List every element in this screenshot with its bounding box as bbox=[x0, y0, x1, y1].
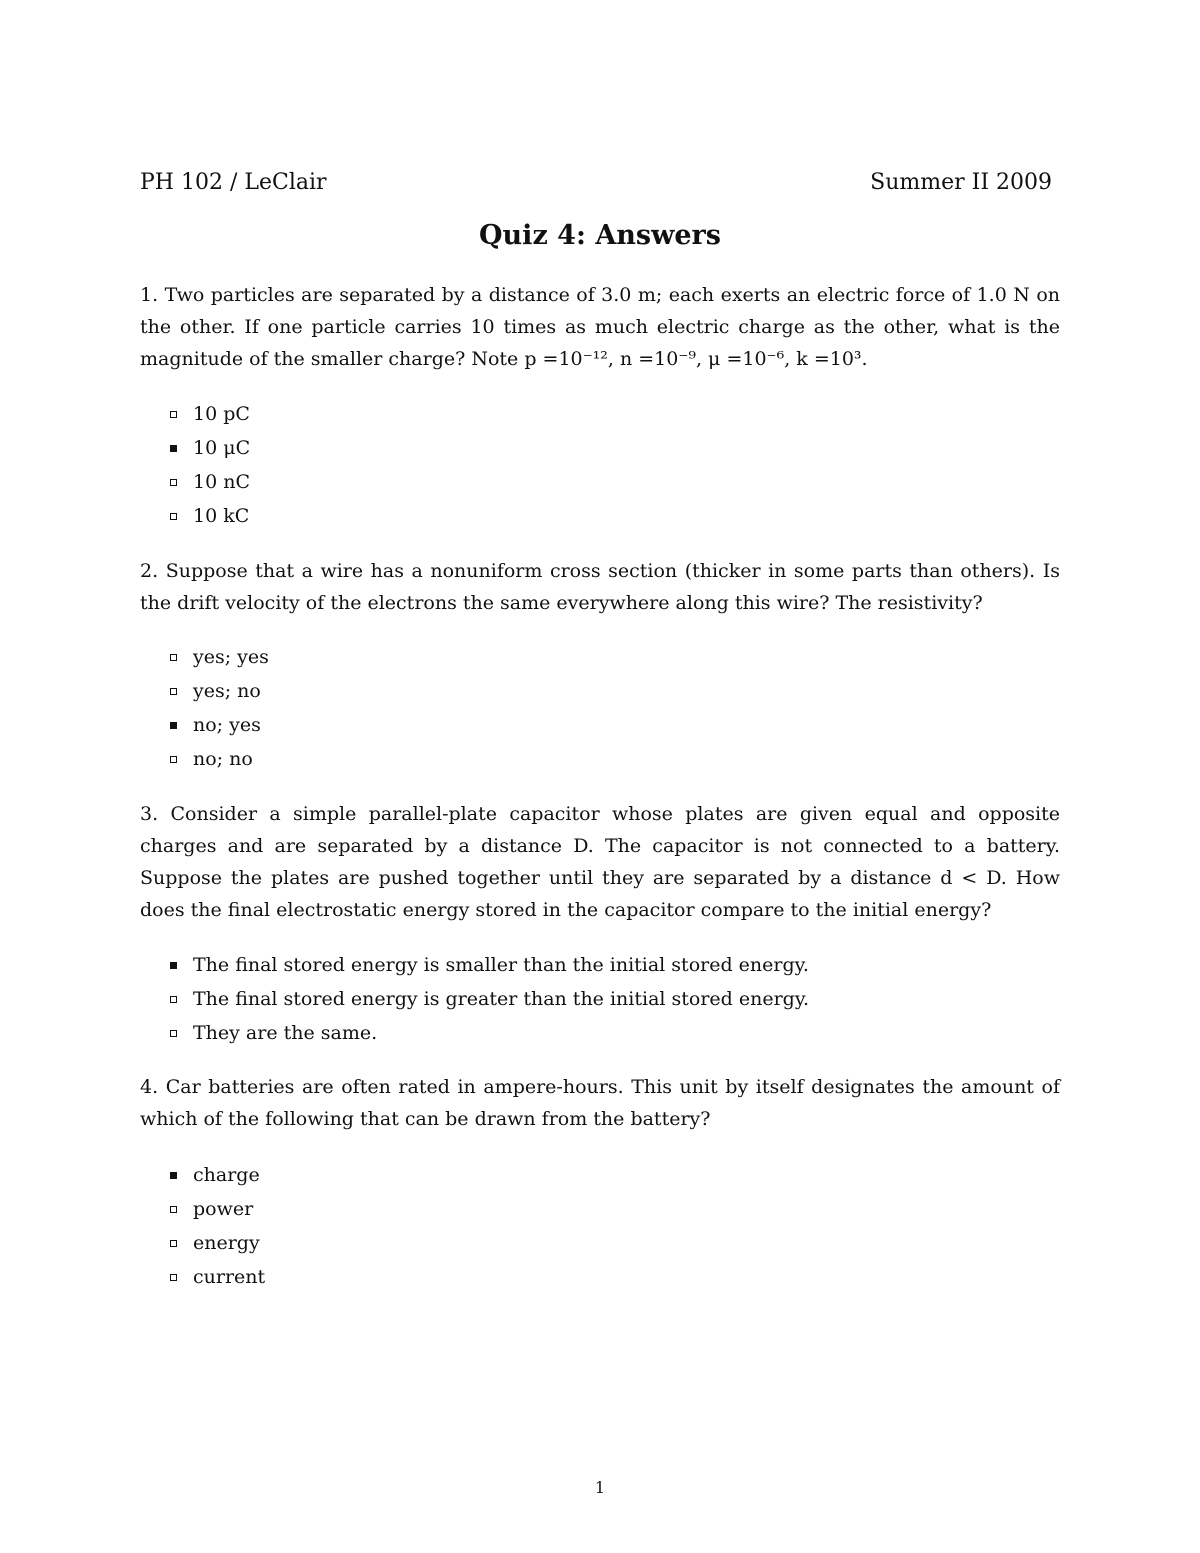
option-label: yes; no bbox=[193, 680, 261, 702]
question-number: 4. bbox=[140, 1076, 159, 1098]
answer-option bbox=[170, 1016, 809, 1050]
question-3-options bbox=[170, 948, 809, 1050]
option-label: yes; yes bbox=[193, 646, 269, 668]
option-label: 10 pC bbox=[193, 403, 250, 425]
checkbox-checked-icon bbox=[170, 962, 177, 969]
answer-option bbox=[170, 397, 250, 431]
checkbox-checked-icon bbox=[170, 722, 177, 729]
question-3 bbox=[140, 798, 1060, 926]
question-text: Two particles are separated by a distance of 3.0 m; each exerts an electric force of 1.0 N on the other. If one particle carries 10 times as much electric charge as the other, what is the magnitude of the smaller charge? Note p =10⁻¹², n =10⁻⁹, μ =10⁻⁶, k =10³. bbox=[140, 284, 1060, 370]
question-4 bbox=[140, 1071, 1060, 1135]
answer-option bbox=[170, 640, 269, 674]
question-2 bbox=[140, 555, 1060, 619]
answer-option bbox=[170, 1192, 265, 1226]
answer-option bbox=[170, 742, 269, 776]
answer-option bbox=[170, 1260, 265, 1294]
checkbox-icon bbox=[170, 479, 177, 486]
answer-option bbox=[170, 948, 809, 982]
course-header: PH 102 / LeClair bbox=[140, 170, 327, 195]
checkbox-icon bbox=[170, 654, 177, 661]
answer-option bbox=[170, 1226, 265, 1260]
option-label: 10 μC bbox=[193, 437, 251, 459]
question-number: 3. bbox=[140, 803, 159, 825]
page-title: Quiz 4: Answers bbox=[479, 220, 721, 251]
option-label: no; no bbox=[193, 748, 253, 770]
question-1 bbox=[140, 279, 1060, 375]
checkbox-icon bbox=[170, 1206, 177, 1213]
option-label: power bbox=[193, 1198, 254, 1220]
checkbox-icon bbox=[170, 1240, 177, 1247]
option-label: They are the same. bbox=[193, 1022, 378, 1044]
page-number: 1 bbox=[594, 1478, 606, 1497]
question-text: Consider a simple parallel-plate capacitor whose plates are given equal and opposite charges and are separated by a distance D. The capacitor is not connected to a battery. Suppose the plates are pushed together until they are separated by a distance d < D. How does the final electrostatic energy stored in the capacitor compare to the initial energy? bbox=[140, 803, 1060, 921]
question-text: Car batteries are often rated in ampere-hours. This unit by itself designates the amount of which of the following that can be drawn from the battery? bbox=[140, 1076, 1061, 1130]
checkbox-checked-icon bbox=[170, 1172, 177, 1179]
checkbox-checked-icon bbox=[170, 445, 177, 452]
option-label: current bbox=[193, 1266, 266, 1288]
answer-option bbox=[170, 431, 250, 465]
answer-option bbox=[170, 674, 269, 708]
question-2-options bbox=[170, 640, 269, 776]
question-4-options bbox=[170, 1158, 265, 1294]
answer-option bbox=[170, 982, 809, 1016]
question-number: 2. bbox=[140, 560, 159, 582]
option-label: 10 kC bbox=[193, 505, 250, 527]
question-text: Suppose that a wire has a nonuniform cross section (thicker in some parts than others). Is the drift velocity of the electrons the same everywhere along this wire? The resistivity? bbox=[140, 560, 1060, 614]
checkbox-icon bbox=[170, 411, 177, 418]
question-1-options bbox=[170, 397, 250, 533]
checkbox-icon bbox=[170, 688, 177, 695]
checkbox-icon bbox=[170, 1274, 177, 1281]
answer-option bbox=[170, 1158, 265, 1192]
checkbox-icon bbox=[170, 756, 177, 763]
checkbox-icon bbox=[170, 513, 177, 520]
option-label: The final stored energy is smaller than the initial stored energy. bbox=[193, 954, 809, 976]
answer-option bbox=[170, 499, 250, 533]
answer-option bbox=[170, 465, 250, 499]
option-label: energy bbox=[193, 1232, 260, 1254]
checkbox-icon bbox=[170, 996, 177, 1003]
answer-option bbox=[170, 708, 269, 742]
term-header: Summer II 2009 bbox=[870, 170, 1052, 195]
option-label: 10 nC bbox=[193, 471, 250, 493]
checkbox-icon bbox=[170, 1030, 177, 1037]
option-label: The final stored energy is greater than the initial stored energy. bbox=[193, 988, 810, 1010]
option-label: no; yes bbox=[193, 714, 261, 736]
question-number: 1. bbox=[140, 284, 159, 306]
option-label: charge bbox=[193, 1164, 260, 1186]
